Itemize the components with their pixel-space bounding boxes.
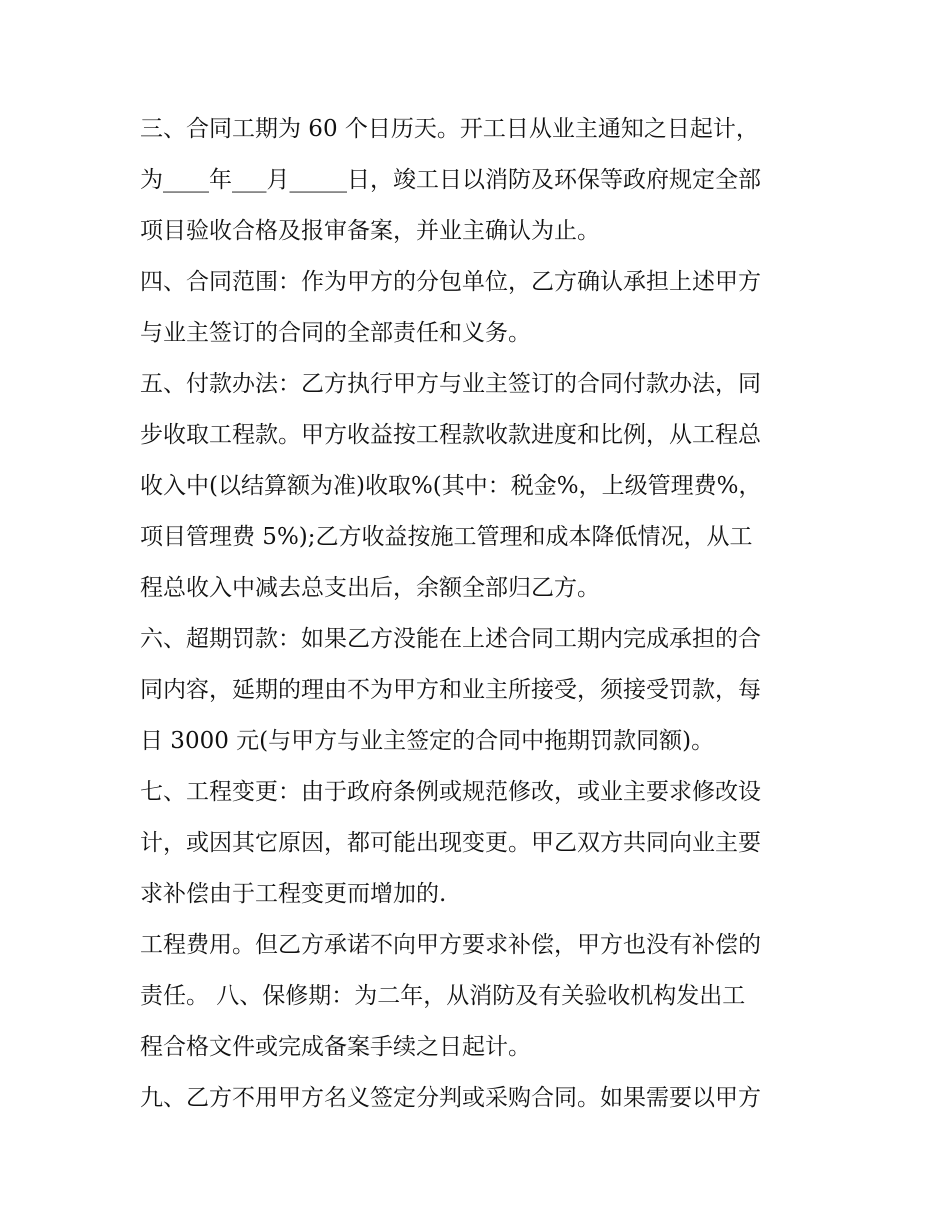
- text-line: 计，或因其它原因，都可能出现变更。甲乙双方共同向业主要: [140, 830, 761, 856]
- text-line: 责任。 八、保修期：为二年，从消防及有关验收机构发出工: [140, 983, 746, 1009]
- text-line: 四、合同范围：作为甲方的分包单位，乙方确认承担上述甲方: [140, 269, 761, 295]
- text-line: 求补偿由于工程变更而增加的.: [140, 881, 447, 907]
- text-line: 工程费用。但乙方承诺不向甲方要求补偿，甲方也没有补偿的: [140, 932, 761, 958]
- text-line: 步收取工程款。甲方收益按工程款收款进度和比例，从工程总: [140, 422, 761, 448]
- text-line: 收入中(以结算额为准)收取%(其中：税金%，上级管理费%，: [140, 473, 762, 499]
- text-line: 七、工程变更：由于政府条例或规范修改，或业主要求修改设: [140, 779, 761, 805]
- text-line: 五、付款办法：乙方执行甲方与业主签订的合同付款办法，同: [140, 371, 761, 397]
- text-line: 程总收入中减去总支出后，余额全部归乙方。: [140, 575, 600, 601]
- text-line: 六、超期罚款：如果乙方没能在上述合同工期内完成承担的合: [140, 626, 761, 652]
- text-line: 日 3000 元(与甲方与业主签定的合同中拖期罚款同额)。: [140, 728, 715, 754]
- text-line: 三、合同工期为 60 个日历天。开工日从业主通知之日起计，: [140, 116, 759, 142]
- text-line: 程合格文件或完成备案手续之日起计。: [140, 1034, 531, 1060]
- text-line: 同内容，延期的理由不为甲方和业主所接受，须接受罚款，每: [140, 677, 761, 703]
- text-line: 与业主签订的合同的全部责任和义务。: [140, 320, 531, 346]
- contract-text: [140, 104, 820, 1124]
- text-line: 项目管理费 5%);乙方收益按施工管理和成本降低情况，从工: [140, 524, 753, 550]
- text-line: 项目验收合格及报审备案，并业主确认为止。: [140, 218, 600, 244]
- text-line: 九、乙方不用甲方名义签定分判或采购合同。如果需要以甲方: [140, 1085, 761, 1111]
- text-line: 为____年___月_____日，竣工日以消防及环保等政府规定全部: [140, 167, 761, 193]
